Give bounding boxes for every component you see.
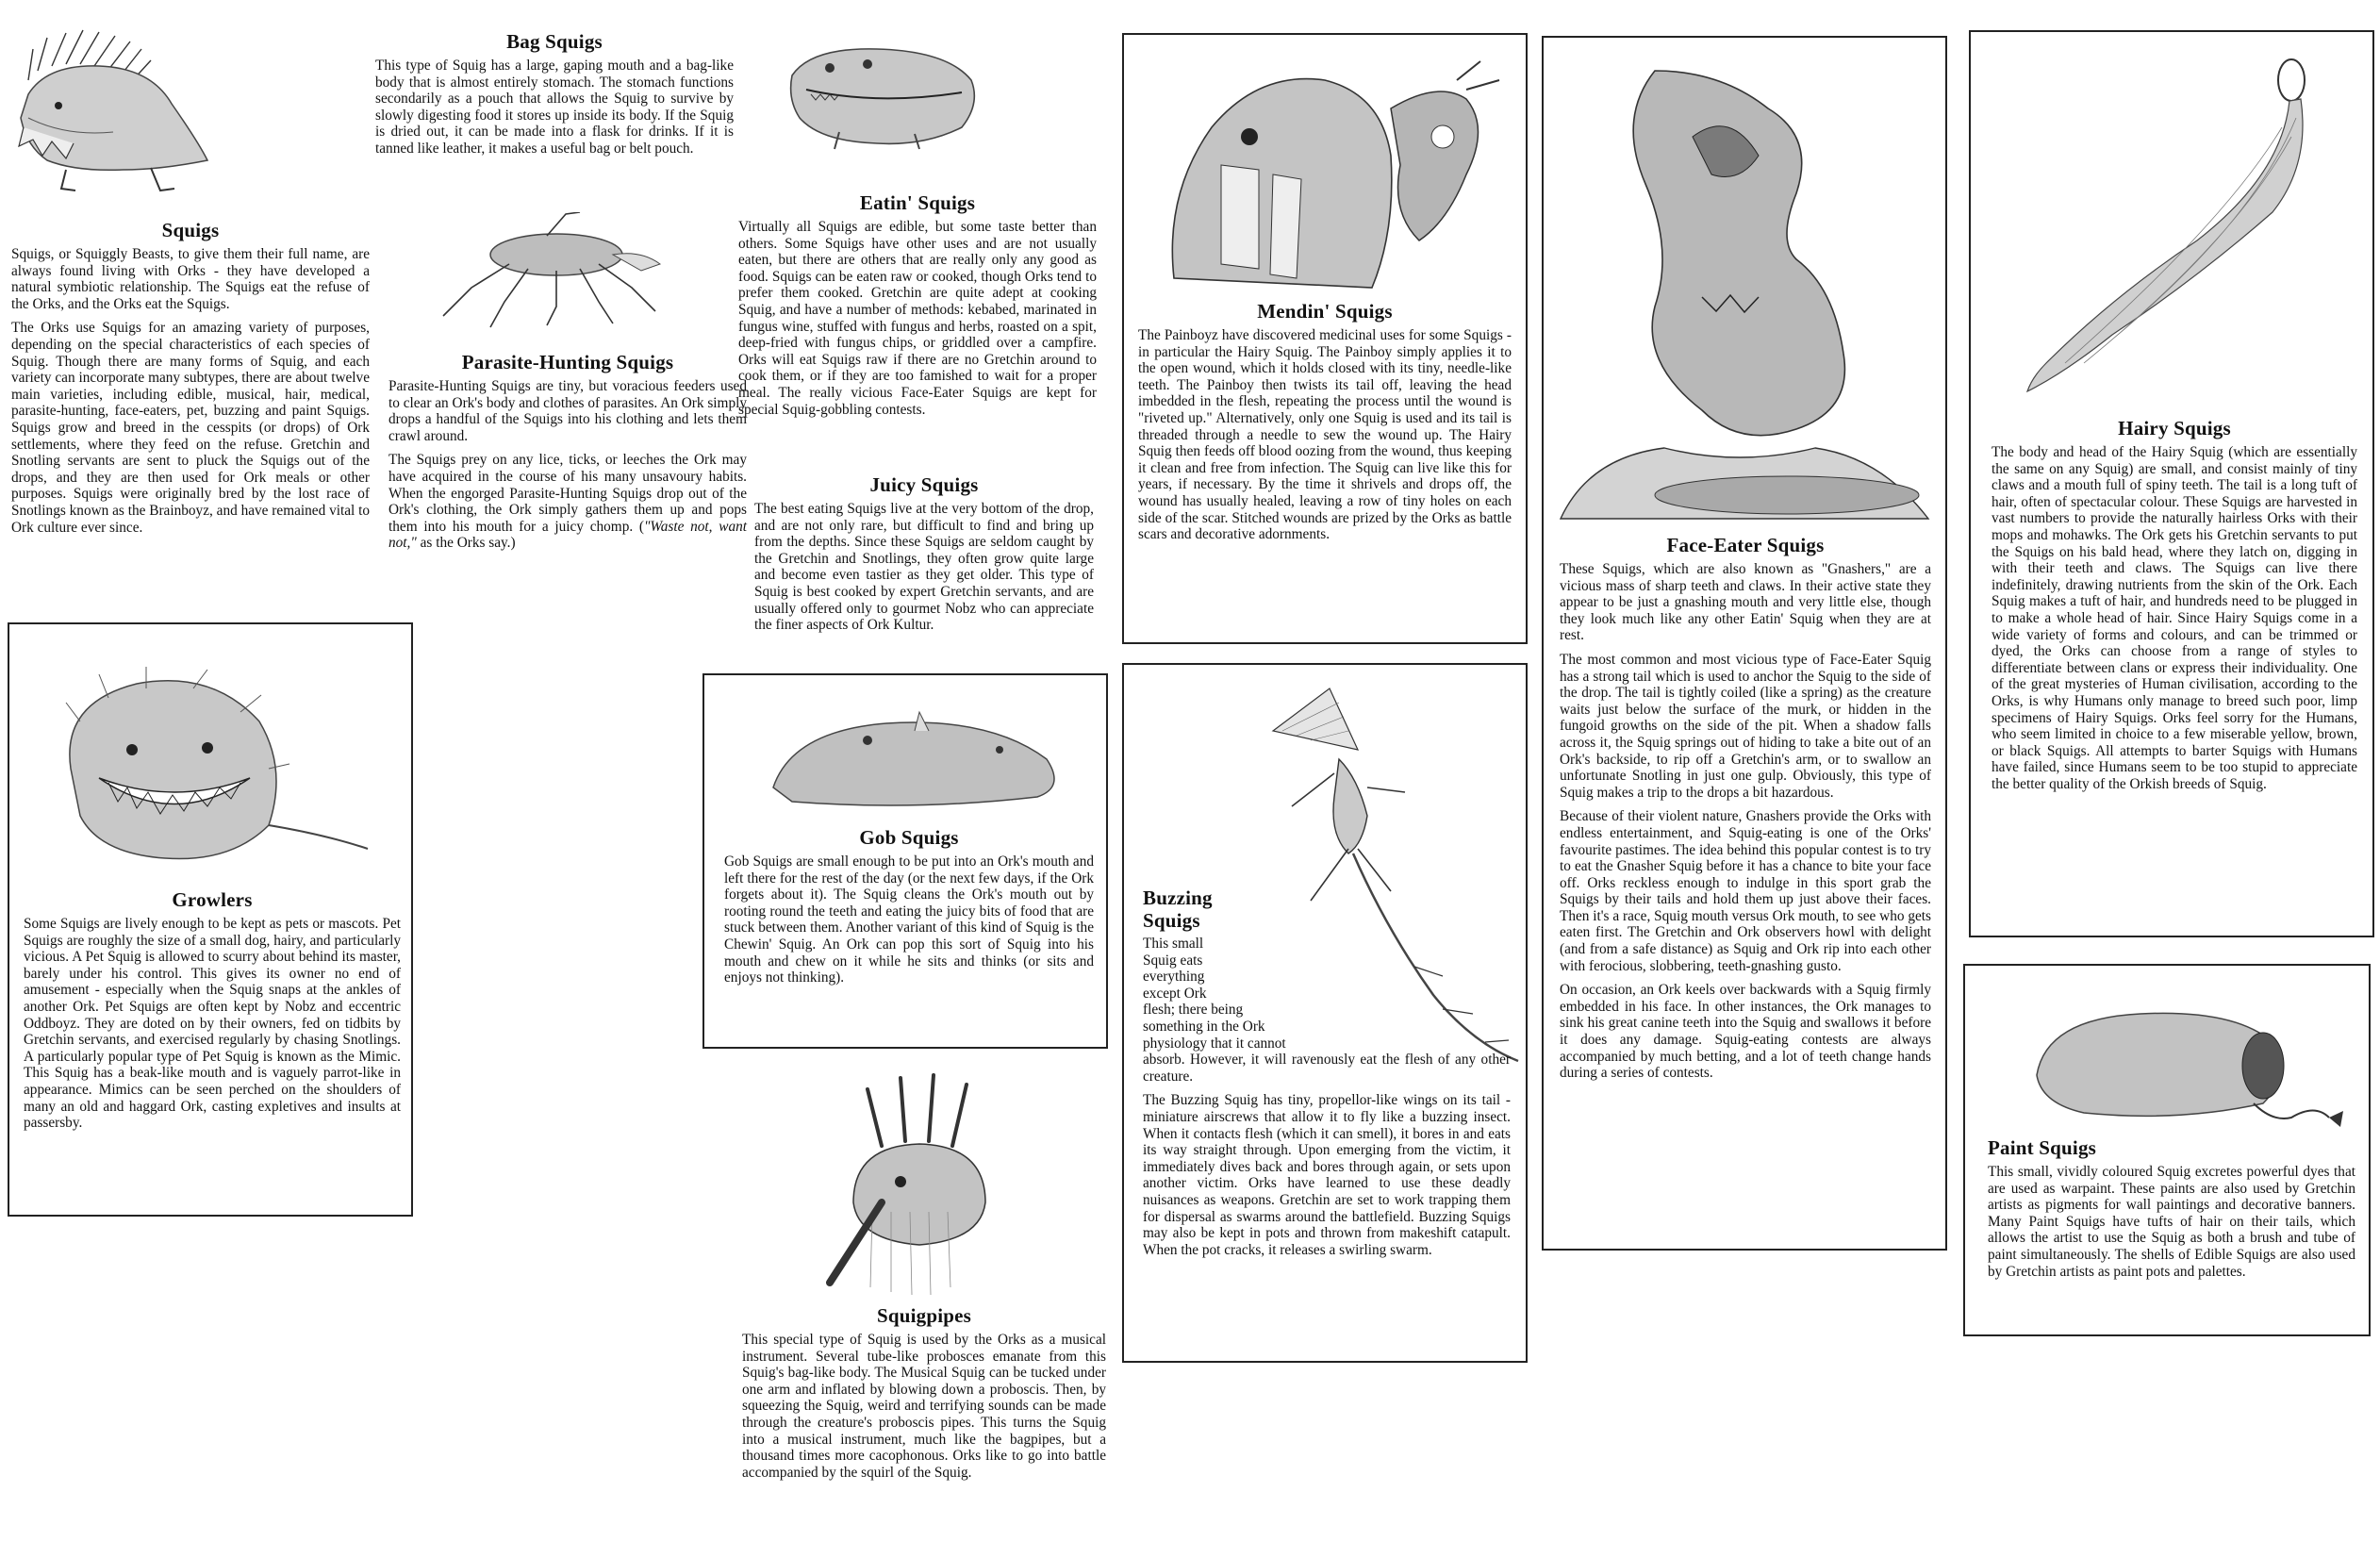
squigpipes-title: Squigpipes: [876, 1304, 972, 1327]
buzzing-line: everything: [1143, 969, 1205, 986]
face-eater-squigs-section: [1560, 534, 1931, 1089]
squigpipes-illustration: [816, 1070, 1028, 1301]
juicy-squigs-title: Juicy Squigs: [869, 473, 979, 496]
face-eater-squigs-title: Face-Eater Squigs: [1666, 534, 1825, 556]
parasite-squigs-text-1: Parasite-Hunting Squigs are tiny, but voracious feeders used to clear an Ork's body and clothes of parasites. An Ork simply drops a handful of the Squigs into his clothing and lets them crawl around.: [388, 378, 747, 444]
buzzing-line: flesh; there being: [1143, 1002, 1244, 1019]
buzzing-squigs-text-1-end: absorb. However, it will ravenously eat the flesh of any other creature.: [1143, 1052, 1511, 1085]
buzzing-line: except Ork: [1143, 985, 1207, 1002]
hairy-squigs-text: The body and head of the Hairy Squig (which are essentially the same on any Squig) are small, and consist mainly of tiny claws and a mouth full of spiny teeth. The tail is a long tuft of hair, often of spectacular colour. These Squigs are harvested in vast numbers to provide the naturally hairless Orks with their mops and mohawks. The Ork gets his Gretchin servants to put the Squigs on his bald head, where they latch on, digging in with their teeth and claws. The Squigs can live there indefinitely, drawing nutrients from the skin of the Ork. Each Squig makes a tuft of hair, and hundreds need to be plugged in to make a whole head of hair. Since Hairy Squigs come in a wide variety of forms and colours, and can be trimmed or dyed, the Orks can choose from a range of styles to differentiate between clans or express their individuality. One of the great mysteries of Human civilisation, according to the Orks, is why Humans only manage to breed such poor, limp specimens of Hairy Squigs. Orks feel sorry for the Humans, who seem limited in choice to a few miserable yellow, brown, or black Squigs. All attempts to barter Squigs with Humans have failed, since Humans seem to be too stupid to appreciate the better quality of the Orkish breeds of Squig.: [1992, 444, 2357, 792]
juicy-squigs-text: The best eating Squigs live at the very bottom of the drop, and are not only rare, but difficult to find and bring up from the depths. Since these Squigs are seldom caught by the Gretchin and Snotlings, they often grow quite large and become even tastier as they get older. This type of Squig is best cooked by expert Gretchin servants, and are usually offered only to gourmet Nobz who can appreciate the finer aspects of Ork Kultur.: [754, 501, 1094, 634]
buzzing-squigs-text-2: The Buzzing Squig has tiny, propellor-like wings on its tail - miniature airscrews that allow it to fly like a buzzing insect. When it contacts flesh (which it can smell), it bores in and eats its way straight through. Upon emerging from the victim, it immediately dives back and bores through again, or sets upon another victim. Orks have learned to use these deadly nuisances as weapons. Gretchin are set to work trapping them for dispersal as swarms around the battlefield. Buzzing Squigs may also be kept in pots and thrown from makeshift catapult. When the pot cracks, it releases a swirling swarm.: [1143, 1092, 1511, 1258]
buzzing-title-line2: Squigs: [1143, 909, 1200, 932]
hairy-squigs-title: Hairy Squigs: [2118, 417, 2231, 439]
buzzing-line: physiology that it cannot: [1143, 1035, 1286, 1052]
squigs-text-1: Squigs, or Squiggly Beasts, to give them their full name, are always found living with Orks - they have developed a natural symbiotic relationship. The Squigs eat the refuse of the Orks, and the Orks eat the Squigs.: [11, 246, 370, 312]
paint-squigs-section: [1988, 1136, 2355, 1287]
juicy-squigs-section: [754, 473, 1094, 641]
squigpipes-text: This special type of Squig is used by the Orks as a musical instrument. Several tube-like probosces emanate from this Squig's bag-like body. The Musical Squig can be tucked under one arm and inflated by blowing down a proboscis. Then, by squeezing the Squig, weird and terrifying sounds can be made through the creature's proboscis pipes. This turns the Squig into a musical instrument, much like the bagpipes, but a thousand times more cacophonous. Orks like to go into battle accompanied by the squirl of the Squig.: [742, 1332, 1106, 1481]
buzzing-squigs-text-1: [1143, 936, 1511, 1052]
squigs-title: Squigs: [161, 219, 220, 241]
squigpipes-section: [742, 1304, 1106, 1488]
mendin-squigs-title: Mendin' Squigs: [1257, 300, 1393, 323]
paint-squigs-text: This small, vividly coloured Squig excretes powerful dyes that are used as warpaint. These paints are also used by Gretchin artists as pigments for wall paintings and decorative banners. Many Paint Squigs have tufts of hair on their tails, which allows the artist to use the Squig as both a brush and tube of paint simultaneously. The shells of Edible Squigs are also used by Gretchin artists as paint pots and palettes.: [1988, 1164, 2355, 1280]
paint-squigs-title: Paint Squigs: [1988, 1136, 2097, 1159]
eatin-squigs-title: Eatin' Squigs: [859, 191, 976, 214]
parasite-squig-illustration: [415, 212, 698, 330]
face-eater-squigs-text-2: The most common and most vicious type of Face-Eater Squig has a strong tail which is used to anchor the Squig to the side of the drop. The tail is tightly coiled (like a spring) as the creature waits just below the surface of the murk, or hidden in the fungoid growths on the side of the pit. When a shadow falls across it, the Squig springs out of hiding to take a bite out of an Ork's backside, to rip off a Gretchin's arm, or to swallow an unfortunate Snotling in just one gulp. Obviously, this type of Squig makes a trip to the drops a bit hazardous.: [1560, 651, 1931, 801]
eatin-squigs-text: Virtually all Squigs are edible, but some taste better than others. Some Squigs have other uses and are not usually eaten, but there are others that are really only any good as food. Squigs can be eaten raw or cooked, though Orks tend to prefer them cooked. Gretchin are quite adept at cooking Squig, and have a number of methods: kebabed, marinated in fungus wine, stuffed with fungus and herbs, roasted on a spit, deep-fried with fungus chips, or griddled over a campfire. Orks will eat Squigs raw if there are no Gretchin around to cook them, or if they are too famished to wait for a proper meal. The really vicious Face-Eater Squigs are kept for special Squig-gobbling contests.: [738, 219, 1097, 418]
gob-squigs-text: Gob Squigs are small enough to be put into an Ork's mouth and left there for the rest of the day (or the next few days, if the Ork forgets about it). The Squig cleans the Ork's mouth out by rooting round the teeth and eating the juicy bits of food that are stuck between them. Another variant of this kind of Squig is the Chewin' Squig. An Ork can pop this sort of Squig into his mouth and chew on it while he sits and thinks (or sits and enjoys not thinking).: [724, 853, 1094, 986]
buzzing-squigs-title: [1143, 886, 1511, 932]
gob-squigs-section: [724, 826, 1094, 994]
gob-squigs-title: Gob Squigs: [859, 826, 959, 849]
hairy-squigs-section: [1992, 417, 2357, 800]
face-eater-squigs-text-4: On occasion, an Ork keels over backwards with a Squig firmly embedded in his face. In other instances, the Ork manages to sink his great canine teeth into the Squig and swallows it before it does any damage. Squig-eating contests are always accompanied by much betting, and a lot of teeth change hands during a series of contests.: [1560, 982, 1931, 1082]
buzzing-squigs-section: [1143, 886, 1511, 1266]
parasite-squigs-text-2: The Squigs prey on any lice, ticks, or leeches the Ork may have acquired in the course of his many unsavoury habits. When the engorged Parasite-Hunting Squigs drop out of the Ork's clothing, the Ork simply gathers them up and pops them into his mouth for a juicy chomp. ("Waste not, want not," as the Orks say.): [388, 452, 747, 552]
mendin-squigs-section: [1138, 300, 1512, 551]
growlers-section: [24, 888, 401, 1139]
squigs-section: [11, 219, 370, 543]
mendin-squigs-text: The Painboyz have discovered medicinal uses for some Squigs - in particular the Hairy Squig. The Painboy simply applies it to the open wound, which it holds closed with its tiny, needle-like teeth. The Painboy then twists its tail off, leaving the head imbedded in the flesh, repeating the process until the wound is "riveted up." Alternatively, only one Squig is used and its tail is threaded through a needle to sew the wound up. The Hairy Squig then feeds off blood oozing from the wound, thus keeping it clean and free from infection. The Squig can live like this for years, if necessary. By the time it shrivels and drops off, the wound has usually healed, leaving a row of tiny holes on each side of the scar. Stitched wounds are prized by the Orks as battle scars and decorative adornments.: [1138, 327, 1512, 543]
bag-squigs-section: [375, 30, 734, 165]
growlers-title: Growlers: [172, 888, 253, 911]
spiky-squig-illustration: [9, 28, 212, 198]
face-eater-squigs-text-3: Because of their violent nature, Gnashers provide the Orks with endless entertainment, and Squig-eating is one of the Orks' favourite pastimes. The idea behind this popular contest is to try to eat the Gnasher Squig before it has a chance to bite your face off. Orks reckless enough to indulge in this sport grab the Squigs by their tails and hold them up just above their faces. Then it's a race, Squig mouth versus Ork mouth, to see who gets eaten first. The Gretchin and Ork observers howl with delight (and from a safe distance) as Squig and Ork rip into each other with ferocious, slobbering, teeth-gnashing gusto.: [1560, 808, 1931, 974]
buzzing-line: Squig eats: [1143, 952, 1203, 969]
growlers-text: Some Squigs are lively enough to be kept as pets or mascots. Pet Squigs are roughly the size of a small dog, hairy, and particularly vicious. A Pet Squig is allowed to scurry about behind its master, barely under his control. This gives its owner no end of amusement - especially when the Squig snaps at the ankles of another Ork. Pet Squigs are often kept by Nobz and eccentric Oddboyz. They are doted on by their owners, fed on tidbits by Gretchin servants, and exercised regularly by chasing Snotlings. A particularly popular type of Pet Squig is known as the Mimic. This Squig has a beak-like mouth and is vaguely parrot-like in appearance. Mimics can be seen perched on the shoulders of many an old and haggard Ork, casting expletives and insults at passersby.: [24, 916, 401, 1132]
face-eater-squigs-text-1: These Squigs, which are also known as "Gnashers," are a vicious mass of sharp teeth and claws. In their active state they appear to be just a gnashing mouth and very little else, though they look much like any other Eatin' Squig when they are at rest.: [1560, 561, 1931, 644]
squigs-text-2: The Orks use Squigs for an amazing variety of purposes, depending on the special characteristics of each species of Squig. Though there are many forms of Squig, and each variety can incorporate many subtypes, there are about twelve main varieties, including edible, musical, hair, medical, parasite-hunting, face-eaters, pet, buzzing and paint Squigs. Squigs grow and breed in the cesspits (or drops) of Ork settlements, where they feed on the refuse. Gretchin and Snotling servants are sent to pluck the Squigs out of the drops, and they are then used for Ork meals or other purposes. Squigs were originally bred by the lost race of Snotlings known as the Brainboyz, and have remained vital to Ork culture ever since.: [11, 320, 370, 536]
buzzing-title-line1: Buzzing: [1143, 886, 1213, 909]
bag-squigs-text: This type of Squig has a large, gaping mouth and a bag-like body that is almost entirely stomach. The stomach functions secondarily as a pouch that allows the Squig to survive by slowly digesting food it stores up inside its body. If the Squig is dried out, it can be made into a flask for drinks. If it is tanned like leather, it makes a useful bag or belt pouch.: [375, 58, 734, 157]
buzzing-line: This small: [1143, 936, 1204, 952]
parasite-squigs-title: Parasite-Hunting Squigs: [461, 351, 674, 373]
eatin-squigs-section: [738, 191, 1097, 425]
parasite-squigs-section: [388, 351, 747, 559]
bag-squig-illustration: [783, 38, 985, 156]
buzzing-line: something in the Ork: [1143, 1018, 1265, 1035]
bag-squigs-title: Bag Squigs: [506, 30, 603, 53]
